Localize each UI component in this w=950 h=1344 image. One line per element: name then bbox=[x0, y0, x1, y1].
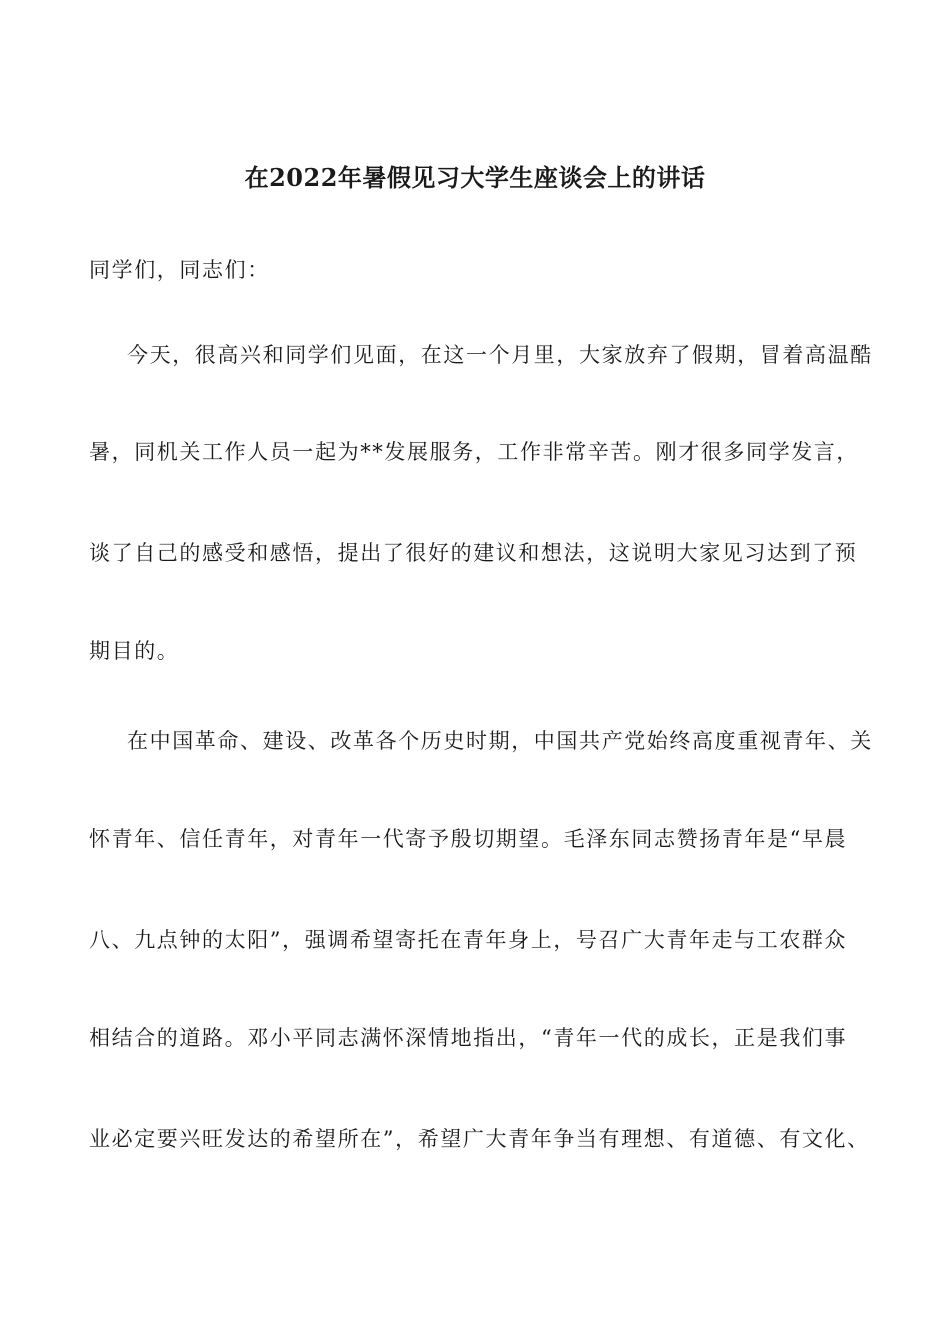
paragraph-line: 怀青年、信任青年，对青年一代寄予殷切期望。毛泽东同志赞扬青年是“早晨 bbox=[89, 827, 848, 851]
paragraph-line: 暑，同机关工作人员一起为**发展服务，工作非常辛苦。刚才很多同学发言， bbox=[89, 440, 859, 464]
paragraph-line: 谈了自己的感受和感悟，提出了很好的建议和想法，这说明大家见习达到了预 bbox=[89, 541, 858, 565]
paragraph-line: 相结合的道路。邓小平同志满怀深情地指出，“青年一代的成长，正是我们事 bbox=[89, 1026, 848, 1050]
salutation: 同学们，同志们： bbox=[89, 258, 270, 282]
paragraph-line: 业必定要兴旺发达的希望所在”，希望广大青年争当有理想、有道德、有文化、 bbox=[89, 1127, 870, 1151]
document-title: 在2022年暑假见习大学生座谈会上的讲话 bbox=[244, 163, 706, 192]
paragraph-line: 今天，很高兴和同学们见面，在这一个月里，大家放弃了假期，冒着高温酷 bbox=[127, 343, 873, 367]
paragraph-line: 在中国革命、建设、改革各个历史时期，中国共产党始终高度重视青年、关 bbox=[127, 729, 873, 753]
paragraph-line: 八、九点钟的太阳”，强调希望寄托在青年身上，号召广大青年走与工农群众 bbox=[89, 928, 848, 952]
paragraph-line: 期目的。 bbox=[89, 639, 180, 663]
